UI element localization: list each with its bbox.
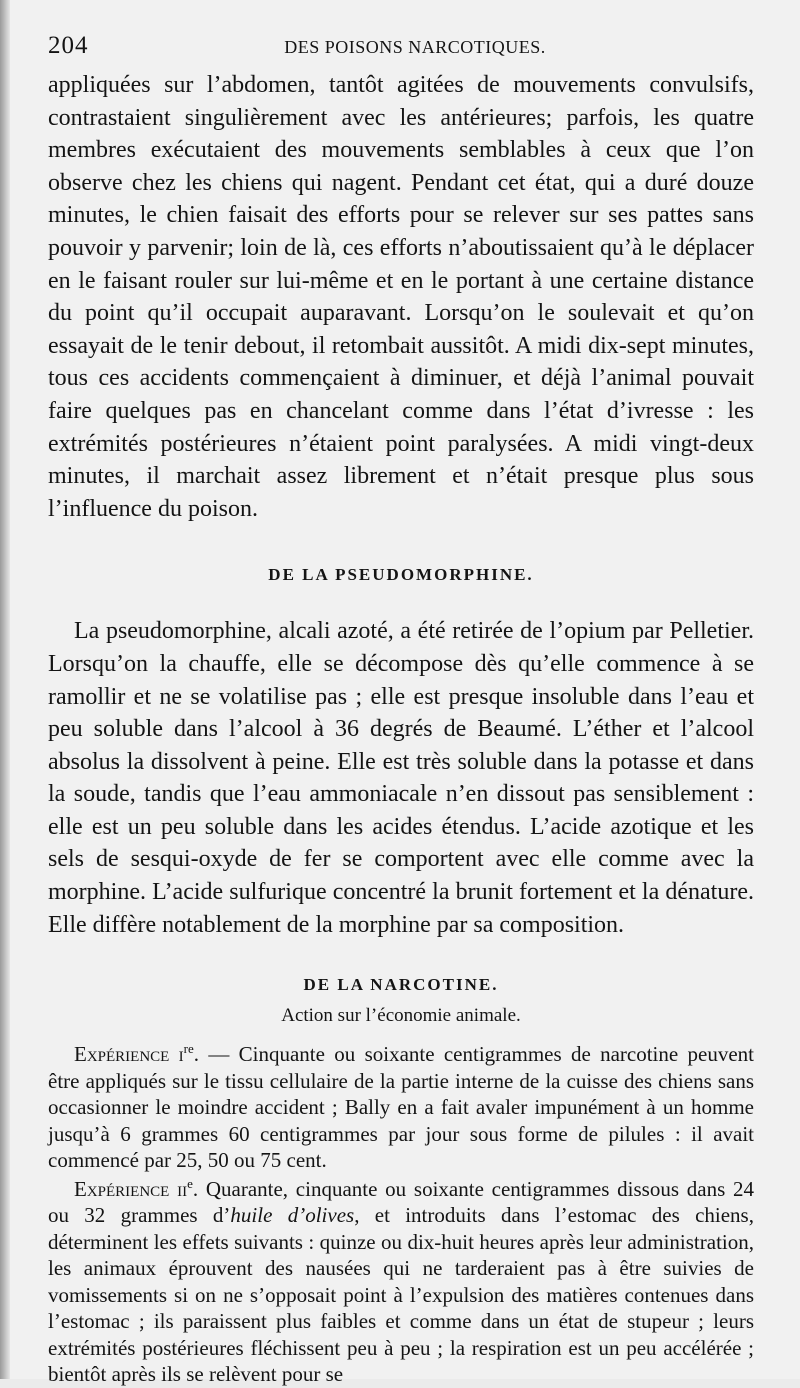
page-gutter-shadow — [0, 0, 10, 1379]
experiment-1-paragraph — [48, 1041, 754, 1174]
section-subheading: Action sur l’économie animale. — [281, 1005, 521, 1027]
experiment-2-ordinal: e — [187, 1175, 193, 1191]
experiment-2-paragraph — [48, 1176, 754, 1388]
experiment-1-label: Expérience i — [74, 1042, 184, 1067]
page-body — [48, 69, 754, 1388]
paragraph-pseudomorphine: La pseudomorphine, alcali azoté, a été retirée de l’opium par Pelletier. Lorsqu’on la chauffe, elle se décompose dès qu’elle commence à se ramollir et ne se volatilise pas ; elle est presque insoluble dans l’eau et peu soluble dans l’alcool à 36 degrés de Beaumé. L’éther et l’alcool absolus la dissolvent à peine. Elle est très soluble dans la potasse et dans la soude, tandis que l’eau ammoniacale n’en dissout pas sensiblement : elle est un peu soluble dans les acides étendus. L’acide azotique et les sels de sesqui-oxyde de fer se comportent avec elle comme avec la morphine. L’acide sulfurique concentré la brunit fortement et la dénature. Elle diffère notablement de la morphine par sa composition. — [48, 618, 754, 938]
experiment-2-label: Expérience ii — [74, 1176, 188, 1201]
paragraph-continuation: appliquées sur l’abdomen, tantôt agitées de mouvements convulsifs, contrastaient singulièrement avec les antérieures; parfois, les quatre membres exécutaient des mouvements semblables à ceux que l’on observe chez les chiens qui nagent. Pendant cet état, qui a duré douze minutes, le chien faisait des efforts pour se relever sur ses pattes sans pouvoir y parvenir; loin de là, ces efforts n’aboutissaient qu’à le déplacer en le faisant rouler sur lui-même et en le portant à une certaine distance du point qu’il occupait auparavant. Lorsqu’on le soulevait et qu’on essayait de le tenir debout, il retombait aussitôt. A midi dix-sept minutes, tous ces accidents commençaient à diminuer, et déjà l’animal pouvait faire quelques pas en chancelant comme dans l’état d’ivresse : les extrémités postérieures n’étaient point paralysées. A midi vingt-deux minutes, il marchait assez librement et n’était presque plus sous l’influence du poison. — [48, 72, 754, 522]
page-number: 204 — [48, 32, 89, 59]
experiment-1-ordinal: re — [183, 1041, 194, 1057]
experiment-1-text: . — Cinquante ou soixante centigrammes de narcotine peuvent être appliqués sur le tissu cellulaire de la partie interne de la cuisse des chiens sans occasionner le moindre accident ; Bally en a fait avaler impunément à un homme jusqu’à 6 grammes 60 centigrammes par jour sous forme de pilules : il avait commencé par 25, 50 ou 75 cent. — [48, 1042, 754, 1173]
page-header — [48, 32, 752, 62]
section-heading-pseudomorphine: DE LA PSEUDOMORPHINE. — [268, 565, 534, 585]
experiment-2-text-b: , et introduits dans l’estomac des chiens, déterminent les effets suivants : quinze ou dix-huit heures après leur administration, les animaux éprouvent des nausées qui ne tarderaient pas à être suivies de vomissements si on ne s’opposait point à l’expulsion des matières contenues dans l’estomac ; ils paraissent plus faibles et comme dans un état de stupeur ; leurs extrémités postérieures fléchissent peu à peu ; la respiration est un peu accélérée ; bientôt après ils se relèvent pour se — [48, 1203, 754, 1387]
section-heading-narcotine: DE LA NARCOTINE. — [303, 975, 499, 995]
running-head: DES POISONS NARCOTIQUES. — [284, 37, 546, 57]
experiment-2-italic-term: huile d’olives — [230, 1203, 355, 1228]
experiment-2-text-a: . Quarante, cinquante ou soixante centigrammes dissous dans 24 ou 32 grammes d’ — [48, 1176, 754, 1228]
